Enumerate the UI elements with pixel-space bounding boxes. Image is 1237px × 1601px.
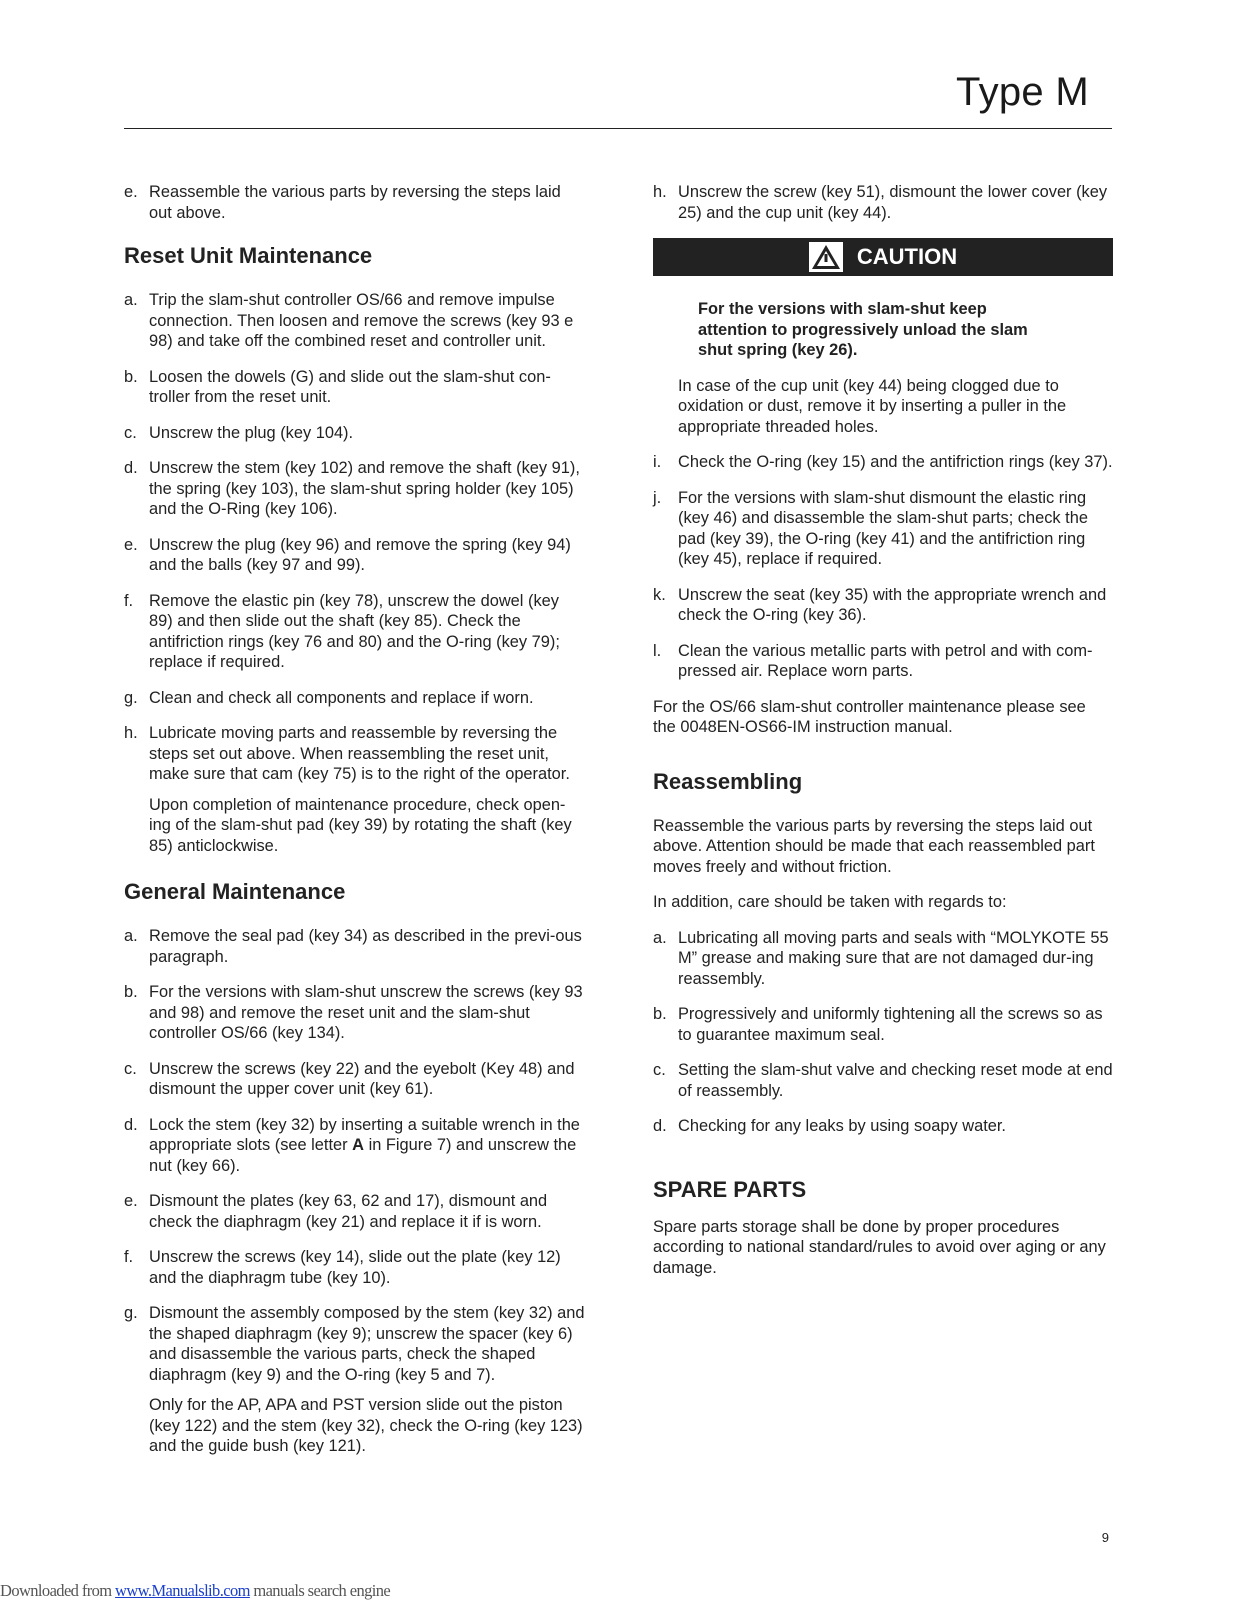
list-marker: d. <box>653 1117 667 1135</box>
list-marker: i. <box>653 453 662 471</box>
list-marker: f. <box>124 1248 134 1266</box>
list-marker: e. <box>124 183 138 201</box>
list-marker: k. <box>653 585 666 604</box>
caution-follow-text: In case of the cup unit (key 44) being clogged due to oxidation or dust, remove it by inserting a puller in the appropriate threaded holes. <box>678 376 1067 436</box>
list-item-text: Check the O-ring (key 15) and the antifriction rings (key 37). <box>678 453 1113 471</box>
caution-banner <box>653 238 1113 276</box>
list-item-text: Progressively and uniformly tightening all the screws so as to guarantee maximum seal. <box>678 1005 1103 1044</box>
list-item-text: Unscrew the screws (key 22) and the eyebolt (Key 48) and dismount the upper cover unit (key 61). <box>149 1059 575 1098</box>
footer-suffix: manuals search engine <box>249 1581 391 1600</box>
list-item <box>124 1059 586 1100</box>
list-item <box>124 723 586 785</box>
list-item <box>124 591 586 673</box>
list-marker: b. <box>124 367 138 386</box>
footer-prefix: Downloaded from <box>0 1581 116 1600</box>
list-item-text: Clean the various metallic parts with petrol and with com-pressed air. Replace worn parts. <box>678 641 1093 680</box>
list-item-text: For the versions with slam-shut unscrew the screws (key 93 and 98) and remove the reset unit and the slam-shut controller OS/66 (key 134). <box>149 983 583 1042</box>
caution-note: For the versions with slam-shut keep attention to progressively unload the slam shut spring (key 26). <box>698 300 1028 359</box>
section-heading-spare-parts: SPARE PARTS <box>653 1176 807 1202</box>
caution-label: CAUTION <box>856 243 958 269</box>
list-marker: c. <box>124 1059 137 1078</box>
list-marker: b. <box>124 983 138 1001</box>
list-item <box>124 535 586 576</box>
list-marker: f. <box>124 591 134 610</box>
page-title: Type M <box>956 70 1089 114</box>
list-item-continuation: Only for the AP, APA and PST version slide out the piston (key 122) and the stem (key 32), check the O-ring (key 123) and the guide bush (key 121). <box>149 1396 583 1455</box>
list-marker: h. <box>653 183 667 201</box>
list-item-text: Remove the seal pad (key 34) as described in the previ-ous paragraph. <box>149 927 582 966</box>
list-item-text: Reassemble the various parts by reversing the steps laid out above. <box>149 183 561 222</box>
list-item-continuation: Upon completion of maintenance procedure, check open-ing of the slam-shut pad (key 39) by rotating the shaft (key 85) anticlockwise. <box>149 795 572 855</box>
list-item <box>653 1004 1113 1045</box>
list-marker: c. <box>124 423 137 442</box>
spare-parts-text: Spare parts storage shall be done by proper procedures according to national standard/rules to avoid over aging or any damage. <box>653 1217 1106 1277</box>
left-column <box>124 182 586 1472</box>
list-item-text: Clean and check all components and replace if worn. <box>149 688 534 707</box>
list-item <box>124 1247 586 1288</box>
list-item-text: Unscrew the stem (key 102) and remove the shaft (key 91), the spring (key 103), the slam-shut spring holder (key 105) and the O-Ring (key 106). <box>149 459 580 518</box>
list-item-text: Unscrew the plug (key 104). <box>149 423 354 442</box>
list-item-text: Unscrew the plug (key 96) and remove the spring (key 94) and the balls (key 97 and 99). <box>149 535 571 574</box>
list-item-text: Unscrew the seat (key 35) with the appropriate wrench and check the O-ring (key 36). <box>678 585 1107 624</box>
warning-triangle-icon <box>809 242 843 272</box>
list-item <box>124 688 586 709</box>
list-item-text: Dismount the plates (key 63, 62 and 17), dismount and check the diaphragm (key 21) and replace it if is worn. <box>149 1192 548 1231</box>
list-item <box>653 1060 1113 1101</box>
list-marker: l. <box>653 641 662 660</box>
section-heading-reassembling: Reassembling <box>653 768 803 794</box>
list-item-text <box>149 1116 580 1175</box>
header-rule <box>124 128 1112 129</box>
list-item <box>124 458 586 520</box>
list-item <box>653 452 1113 473</box>
list-item <box>124 1303 586 1385</box>
list-marker: j. <box>653 488 662 507</box>
list-marker: g. <box>124 1304 138 1322</box>
list-item <box>653 928 1113 990</box>
list-item-text: Trip the slam-shut controller OS/66 and remove impulse connection. Then loosen and remove the screws (key 93 e 98) and take off the combined reset and controller unit. <box>149 291 574 350</box>
list-item <box>653 488 1113 570</box>
list-item-text: Setting the slam-shut valve and checking reset mode at end of reassembly. <box>678 1061 1113 1100</box>
list-item <box>124 926 586 967</box>
list-marker: b. <box>653 1005 667 1023</box>
page-number: 9 <box>1101 1530 1109 1545</box>
reassembling-intro: In addition, care should be taken with regards to: <box>653 893 1007 911</box>
list-marker: c. <box>653 1061 666 1079</box>
list-item <box>124 1115 586 1177</box>
list-item <box>653 1116 1113 1137</box>
manualslib-link[interactable]: www.Manualslib.com <box>115 1581 250 1600</box>
list-item <box>124 1191 586 1232</box>
list-item <box>124 182 586 223</box>
list-marker: e. <box>124 535 138 554</box>
download-footer <box>0 1581 390 1601</box>
list-item-text: Unscrew the screws (key 14), slide out the plate (key 12) and the diaphragm tube (key 10). <box>149 1248 561 1287</box>
list-item <box>653 585 1113 626</box>
list-item <box>124 423 586 444</box>
list-item-text: For the versions with slam-shut dismount the elastic ring (key 46) and disassemble the slam-shut parts; check the pad (key 39), the O-ring (key 41) and the antifriction ring (key 45), replace if required. <box>678 488 1088 568</box>
list-marker: e. <box>124 1192 138 1210</box>
list-item-text: Remove the elastic pin (key 78), unscrew the dowel (key 89) and then slide out the shaft (key 85). Check the antifriction rings (key 76 and 80) and the O-ring (key 79); replace if required. <box>149 591 560 671</box>
list-item-text: Lubricate moving parts and reassemble by reversing the steps set out above. When reassembling the reset unit, make sure that cam (key 75) is to the right of the operator. <box>149 724 570 783</box>
list-marker: a. <box>124 291 138 309</box>
section-heading-general-maintenance: General Maintenance <box>124 879 346 904</box>
right-column <box>653 182 1113 1293</box>
os66-note: For the OS/66 slam-shut controller maintenance please see the 0048EN-OS66-IM instruction manual. <box>653 697 1086 736</box>
list-item <box>653 641 1113 682</box>
list-marker: a. <box>653 928 667 947</box>
list-item <box>124 367 586 408</box>
reassembling-paragraph: Reassemble the various parts by reversing the steps laid out above. Attention should be made that each reassembled part moves freely and without friction. <box>653 816 1095 876</box>
list-marker: g. <box>124 688 138 707</box>
list-item <box>124 982 586 1044</box>
list-item <box>653 182 1113 223</box>
list-item-text: Checking for any leaks by using soapy water. <box>678 1117 1006 1135</box>
figure-letter: A <box>352 1136 365 1154</box>
list-item-text: Unscrew the screw (key 51), dismount the lower cover (key 25) and the cup unit (key 44). <box>678 183 1108 222</box>
list-item-text: Dismount the assembly composed by the stem (key 32) and the shaped diaphragm (key 9); unscrew the spacer (key 6) and disassemble the various parts, check the shaped diaphragm (key 9) and the O-ring (key 5 and 7). <box>149 1304 585 1384</box>
list-marker: h. <box>124 724 138 742</box>
list-marker: d. <box>124 459 138 477</box>
list-item-text: Lubricating all moving parts and seals with “MOLYKOTE 55 M” grease and making sure that are not damaged dur-ing reassembly. <box>678 928 1109 988</box>
section-heading-reset-unit: Reset Unit Maintenance <box>124 243 373 268</box>
list-item-text-part: Lock the stem (key 32) by inserting a suitable wrench in the appropriate slots (see letter <box>149 1115 580 1154</box>
list-marker: a. <box>124 927 138 945</box>
list-item-text-part: in Figure 7) and unscrew the nut (key 66). <box>149 1136 577 1175</box>
list-item-text: Loosen the dowels (G) and slide out the slam-shut con-troller from the reset unit. <box>149 367 551 406</box>
list-item <box>124 290 586 352</box>
list-marker: d. <box>124 1115 138 1134</box>
